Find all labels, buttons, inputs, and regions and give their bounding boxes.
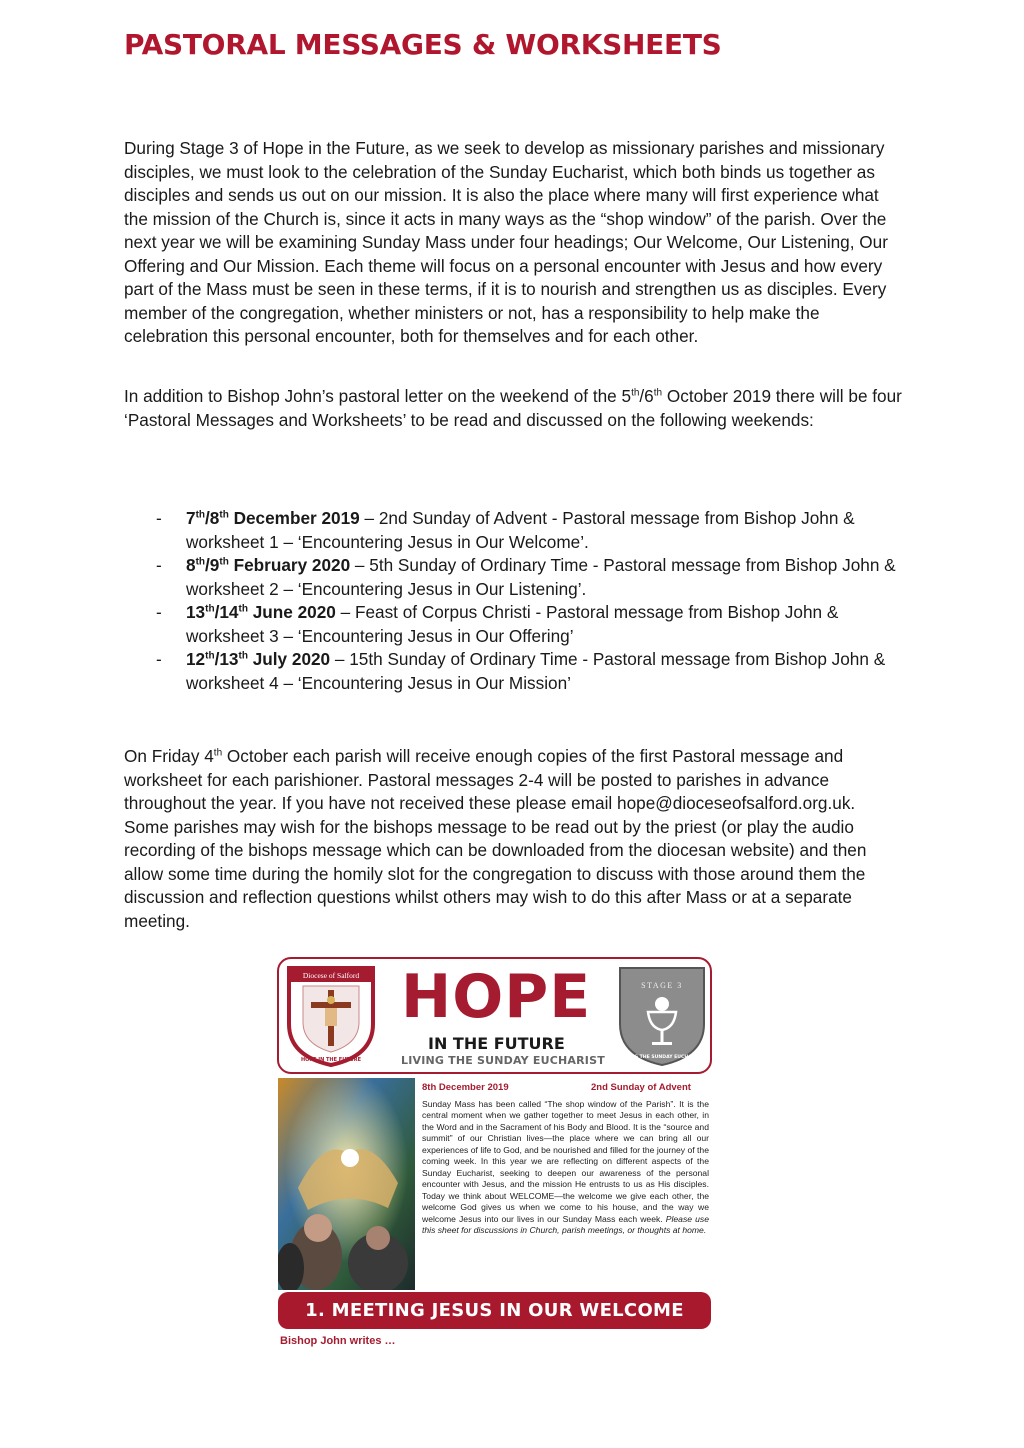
closing-paragraph <box>124 745 904 933</box>
stage-shield-logo <box>616 964 708 1068</box>
list-dash: - <box>156 555 162 575</box>
intro-paragraph: During Stage 3 of Hope in the Future, as we seek to develop as missionary parishes and missionary disciples, we must look to the celebration of the Sunday Eucharist, which both binds us together as disciples and sends us out on our mission. It is also the place where many will first experience what the mission of the Church is, since it acts in many ways as the “shop window” of the parish. Over the next year we will be examining Sunday Mass under four headings; Our Welcome, Our Listening, Our Offering and Our Mission. Each theme will focus on a personal encounter with Jesus and how every part of the Mass must be seen in these terms, if it is to nourish and strengthen us as disciples. Every member of the congregation, whether ministers or not, has a responsibility to help make the celebration this personal encounter, both for themselves and for each other. <box>124 138 888 346</box>
list-item <box>156 507 906 554</box>
worksheet-banner: 1. MEETING JESUS IN OUR WELCOME <box>278 1292 711 1329</box>
intro-paragraph-weekends <box>124 385 904 432</box>
event-description: – 15th Sunday of Ordinary Time - Pastoral message from Bishop John & worksheet 4 – ‘Encountering Jesus in Our Mission’ <box>186 649 886 693</box>
text-run: /6 <box>639 386 654 406</box>
superscript: th <box>213 747 223 759</box>
stage-ring-label: LIVING THE SUNDAY EUCHARIST <box>620 1055 704 1060</box>
worksheet-date: 8th December 2019 <box>422 1082 509 1093</box>
worksheet-preview <box>277 957 712 1357</box>
in-the-future-label: IN THE FUTURE <box>428 1034 565 1053</box>
text-run: October 2019 there will be four ‘Pastoral Messages and Worksheets’ to be read and discussed on the following weekends: <box>124 386 902 430</box>
list-dash: - <box>156 508 162 528</box>
superscript: th <box>653 387 663 399</box>
page-title: PASTORAL MESSAGES & WORKSHEETS <box>124 28 722 61</box>
list-item <box>156 554 906 601</box>
worksheet-intro-text <box>422 1099 709 1236</box>
list-dash: - <box>156 649 162 669</box>
living-eucharist-label: LIVING THE SUNDAY EUCHARIST <box>401 1054 605 1067</box>
text-run-italic: Please use this sheet for discussions in Church, parish meetings, or thoughts at home. <box>422 1213 709 1235</box>
event-date: 12th/13th July 2020 <box>186 649 331 669</box>
event-description: – 2nd Sunday of Advent - Pastoral message from Bishop John & worksheet 1 – ‘Encountering Jesus in Our Welcome’. <box>186 508 855 552</box>
event-description: – 5th Sunday of Ordinary Time - Pastoral message from Bishop John & worksheet 2 – ‘Encountering Jesus in Our Listening’. <box>186 555 896 599</box>
host-icon <box>341 1149 359 1167</box>
text-run: October each parish will receive enough copies of the first Pastoral message and worksheet for each parishioner. Pastoral messages 2-4 will be posted to parishes in advance throughout the year. If you have not received these please email hope@dioceseofsalford.org.uk. Some parishes may wish for the bishops message to be read out by the priest (or play the audio recording of the bishops message which can be downloaded from the diocesan website) and then allow some time during the homily slot for the congregation to discuss with those around them the discussion and reflection questions whilst others may wish to do this after Mass or at a separate meeting. <box>124 746 867 931</box>
weekend-list <box>156 507 906 695</box>
text-run: In addition to Bishop John’s pastoral letter on the weekend of the 5 <box>124 386 632 406</box>
event-date: 8th/9th February 2020 <box>186 555 351 575</box>
list-dash: - <box>156 602 162 622</box>
event-description: – Feast of Corpus Christi - Pastoral message from Bishop John & worksheet 3 – ‘Encountering Jesus in Our Offering’ <box>186 602 839 646</box>
text-run: On Friday 4 <box>124 746 214 766</box>
text-run: Sunday Mass has been called “The shop window of the Parish”. It is the central moment when we gather together to meet Jesus in each other, in the Word and in the Sacrament of his Body and Blood. It is the “source and summit” of our Christian lives—the place where we can bring all our experiences of life to God, and be nourished and filled for the journey of the coming week. In this year we are reflecting on different aspects of the Sunday Eucharist, seeking to deepen our awareness of the personal encounter with Jesus, and the mission He entrusts to us as His disciples. Today we think about WELCOME—the welcome we give each other, the welcome God gives us when we come to his house, and the way we welcome Jesus into our lives in our Sunday Mass each week. <box>422 1099 709 1224</box>
hope-wordmark: HOPE <box>401 962 592 1032</box>
list-item <box>156 601 906 648</box>
event-date: 7th/8th December 2019 <box>186 508 360 528</box>
worksheet-sunday: 2nd Sunday of Advent <box>591 1082 691 1093</box>
event-date: 13th/14th June 2020 <box>186 602 336 622</box>
shield-label: Diocese of Salford <box>302 971 360 980</box>
worksheet-header <box>277 957 712 1074</box>
shield-label: HOPE IN THE FUTURE <box>300 1057 362 1063</box>
superscript: th <box>631 387 640 399</box>
mass-photo <box>278 1078 415 1290</box>
diocese-shield-logo <box>285 964 377 1068</box>
list-item <box>156 648 906 695</box>
bishop-writes-label: Bishop John writes … <box>280 1335 396 1347</box>
stage-label: STAGE 3 <box>641 981 683 990</box>
